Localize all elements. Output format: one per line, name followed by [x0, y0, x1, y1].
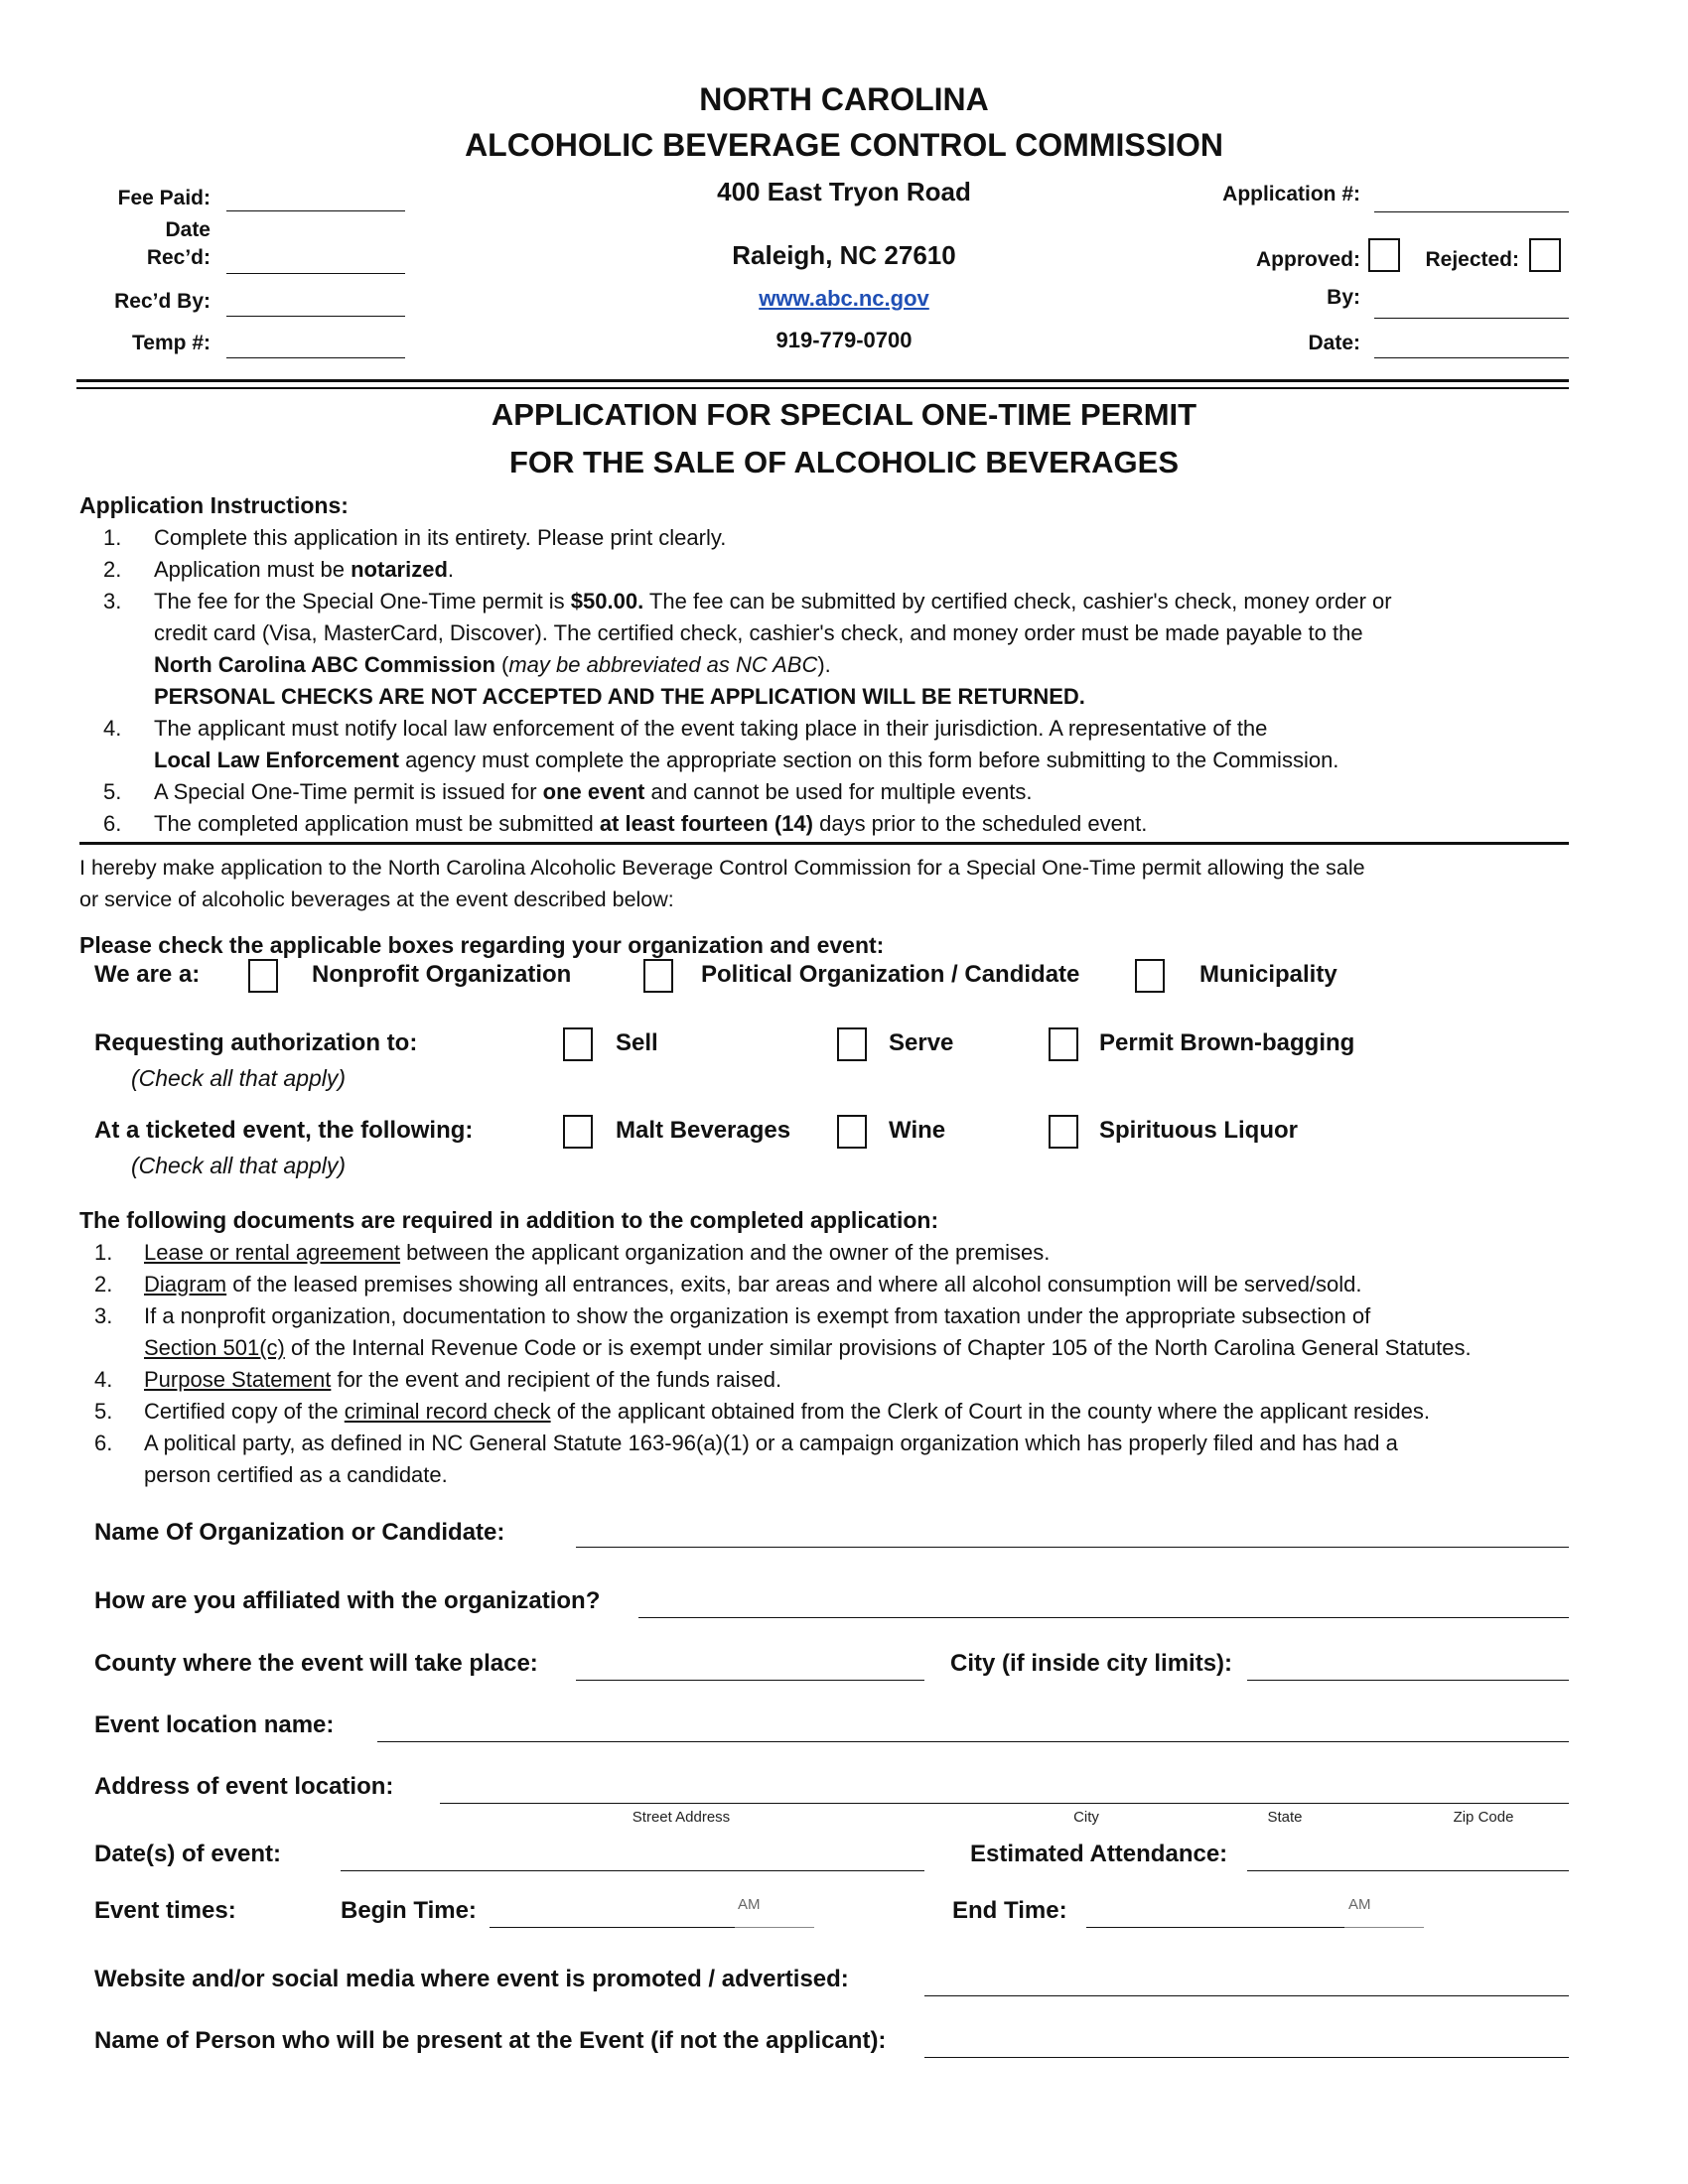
website-line[interactable] — [924, 1995, 1569, 1996]
end-time-label: End Time: — [952, 1897, 1067, 1924]
document-number: 6. — [94, 1431, 113, 1455]
county-label: County where the event will take place: — [94, 1650, 538, 1677]
instruction-3: The fee for the Special One-Time permit is $50.00. The fee can be submitted by certified check, cashier's check, money order or — [154, 589, 1392, 614]
by-label: By: — [1327, 286, 1360, 309]
dates-line[interactable] — [341, 1870, 924, 1871]
documents-heading: The following documents are required in addition to the completed application: — [79, 1207, 939, 1233]
address-label: Address of event location: — [94, 1773, 394, 1800]
instruction-1: Complete this application in its entirety. Please print clearly. — [154, 525, 727, 550]
date-recd-label-2: Rec’d: — [146, 246, 211, 269]
requesting-label: Requesting authorization to: — [94, 1029, 418, 1056]
instruction-3-cont: credit card (Visa, MasterCard, Discover). The certified check, cashier's check, and money order must be made payable to the — [154, 620, 1363, 645]
instruction-number: 1. — [103, 525, 122, 550]
municipality-label: Municipality — [1199, 961, 1337, 988]
instructions-heading: Application Instructions: — [79, 492, 349, 518]
document-6-cont: person certified as a candidate. — [144, 1462, 448, 1487]
header-rule-bottom — [76, 387, 1569, 389]
recd-by-label: Rec’d By: — [114, 290, 211, 313]
municipality-checkbox[interactable] — [1135, 959, 1165, 993]
application-number-line[interactable] — [1374, 211, 1569, 212]
political-label: Political Organization / Candidate — [701, 961, 1080, 988]
instruction-number: 3. — [103, 589, 122, 614]
checkboxes-heading: Please check the applicable boxes regarding your organization and event: — [79, 932, 885, 958]
document-number: 5. — [94, 1399, 113, 1424]
website-label: Website and/or social media where event is promoted / advertised: — [94, 1966, 849, 1992]
location-name-line[interactable] — [377, 1741, 1569, 1742]
org-name-label: Name Of Organization or Candidate: — [94, 1519, 505, 1546]
end-ampm-line — [1344, 1927, 1424, 1928]
we-are-label: We are a: — [94, 961, 201, 988]
brown-bagging-label: Permit Brown-bagging — [1099, 1029, 1355, 1056]
org-name-line[interactable] — [576, 1547, 1569, 1548]
begin-ampm-line — [735, 1927, 814, 1928]
document-5: Certified copy of the criminal record check of the applicant obtained from the Clerk of Court in the county where the applicant resides. — [144, 1399, 1431, 1424]
serve-checkbox[interactable] — [837, 1027, 867, 1061]
document-3: If a nonprofit organization, documentation to show the organization is exempt from taxation under the appropriate subsection of — [144, 1303, 1371, 1328]
rejected-label: Rejected: — [1425, 248, 1519, 271]
ticketed-label: At a ticketed event, the following: — [94, 1117, 474, 1144]
approved-label: Approved: — [1256, 248, 1360, 271]
person-present-label: Name of Person who will be present at the Event (if not the applicant): — [94, 2027, 887, 2054]
sell-checkbox[interactable] — [563, 1027, 593, 1061]
address-street-caption: Street Address — [632, 1809, 731, 1826]
attendance-line[interactable] — [1247, 1870, 1569, 1871]
header-phone: 919-779-0700 — [775, 328, 913, 352]
affiliation-line[interactable] — [638, 1617, 1569, 1618]
date-line[interactable] — [1374, 357, 1569, 358]
instruction-number: 6. — [103, 811, 122, 836]
document-1: Lease or rental agreement between the applicant organization and the owner of the premises. — [144, 1240, 1051, 1265]
city-label: City (if inside city limits): — [950, 1650, 1233, 1677]
declaration-line2: or service of alcoholic beverages at the event described below: — [79, 887, 674, 911]
attendance-label: Estimated Attendance: — [970, 1841, 1228, 1867]
date-label: Date: — [1308, 332, 1360, 354]
header-address-street: 400 East Tryon Road — [717, 177, 971, 206]
begin-ampm[interactable]: AM — [738, 1896, 761, 1913]
rejected-checkbox[interactable] — [1529, 238, 1561, 272]
spirituous-checkbox[interactable] — [1049, 1115, 1078, 1149]
instructions-rule — [79, 842, 1569, 845]
address-state-caption: State — [1267, 1809, 1303, 1826]
instruction-3-payee: North Carolina ABC Commission (may be abbreviated as NC ABC). — [154, 652, 831, 677]
event-times-label: Event times: — [94, 1897, 236, 1924]
header-state: NORTH CAROLINA — [699, 81, 989, 117]
fee-paid-label: Fee Paid: — [117, 187, 211, 209]
header-address-city: Raleigh, NC 27610 — [732, 240, 956, 270]
temp-line[interactable] — [226, 357, 405, 358]
instruction-5: A Special One-Time permit is issued for one event and cannot be used for multiple events. — [154, 779, 1033, 804]
person-present-line[interactable] — [924, 2057, 1569, 2058]
spirituous-label: Spirituous Liquor — [1099, 1117, 1298, 1144]
wine-checkbox[interactable] — [837, 1115, 867, 1149]
instruction-6: The completed application must be submitted at least fourteen (14) days prior to the scheduled event. — [154, 811, 1148, 836]
end-ampm[interactable]: AM — [1348, 1896, 1371, 1913]
instruction-4-cont: Local Law Enforcement agency must complete the appropriate section on this form before submitting to the Commission. — [154, 748, 1339, 772]
instruction-number: 4. — [103, 716, 122, 741]
date-recd-line[interactable] — [226, 273, 405, 274]
city-line[interactable] — [1247, 1680, 1569, 1681]
county-line[interactable] — [576, 1680, 924, 1681]
ticketed-note: (Check all that apply) — [131, 1153, 347, 1178]
application-number-label: Application #: — [1222, 183, 1360, 205]
affiliation-label: How are you affiliated with the organization? — [94, 1587, 601, 1614]
recd-by-line[interactable] — [226, 316, 405, 317]
serve-label: Serve — [889, 1029, 954, 1056]
nonprofit-checkbox[interactable] — [248, 959, 278, 993]
header-agency: ALCOHOLIC BEVERAGE CONTROL COMMISSION — [465, 127, 1223, 163]
instruction-3-warning: PERSONAL CHECKS ARE NOT ACCEPTED AND THE APPLICATION WILL BE RETURNED. — [154, 684, 1085, 709]
instruction-4: The applicant must notify local law enforcement of the event taking place in their jurisdiction. A representative of the — [154, 716, 1268, 741]
document-6: A political party, as defined in NC General Statute 163-96(a)(1) or a campaign organization which has properly filed and has had a — [144, 1431, 1398, 1455]
political-checkbox[interactable] — [643, 959, 673, 993]
header-website-link[interactable]: www.abc.nc.gov — [759, 286, 929, 311]
document-number: 2. — [94, 1272, 113, 1297]
malt-label: Malt Beverages — [616, 1117, 791, 1144]
temp-label: Temp #: — [132, 332, 211, 354]
nonprofit-label: Nonprofit Organization — [312, 961, 572, 988]
address-line[interactable] — [440, 1803, 1569, 1804]
address-city-caption: City — [1073, 1809, 1099, 1826]
instruction-number: 2. — [103, 557, 122, 582]
approved-checkbox[interactable] — [1368, 238, 1400, 272]
address-zip-caption: Zip Code — [1453, 1809, 1514, 1826]
by-line[interactable] — [1374, 318, 1569, 319]
document-number: 4. — [94, 1367, 113, 1392]
document-number: 3. — [94, 1303, 113, 1328]
brown-bagging-checkbox[interactable] — [1049, 1027, 1078, 1061]
malt-checkbox[interactable] — [563, 1115, 593, 1149]
header-rule-top — [76, 379, 1569, 382]
declaration-line1: I hereby make application to the North Carolina Alcoholic Beverage Control Commission for a Special One-Time permit allowing the sale — [79, 856, 1365, 880]
end-time-line[interactable] — [1086, 1927, 1344, 1928]
instruction-2: Application must be notarized. — [154, 557, 455, 582]
requesting-note: (Check all that apply) — [131, 1065, 347, 1091]
fee-paid-line[interactable] — [226, 210, 405, 211]
date-recd-label-1: Date — [165, 218, 211, 241]
instruction-number: 5. — [103, 779, 122, 804]
document-4: Purpose Statement for the event and recipient of the funds raised. — [144, 1367, 782, 1392]
begin-time-line[interactable] — [490, 1927, 735, 1928]
sell-label: Sell — [616, 1029, 658, 1056]
document-2: Diagram of the leased premises showing all entrances, exits, bar areas and where all alcohol consumption will be served/sold. — [144, 1272, 1362, 1297]
dates-label: Date(s) of event: — [94, 1841, 282, 1867]
form-title-line1: APPLICATION FOR SPECIAL ONE-TIME PERMIT — [491, 397, 1197, 432]
form-title-line2: FOR THE SALE OF ALCOHOLIC BEVERAGES — [509, 445, 1179, 479]
location-name-label: Event location name: — [94, 1711, 335, 1738]
document-number: 1. — [94, 1240, 113, 1265]
document-3-cont: Section 501(c) of the Internal Revenue Code or is exempt under similar provisions of Chapter 105 of the North Carolina General Statutes. — [144, 1335, 1472, 1360]
wine-label: Wine — [889, 1117, 946, 1144]
begin-time-label: Begin Time: — [341, 1897, 477, 1924]
